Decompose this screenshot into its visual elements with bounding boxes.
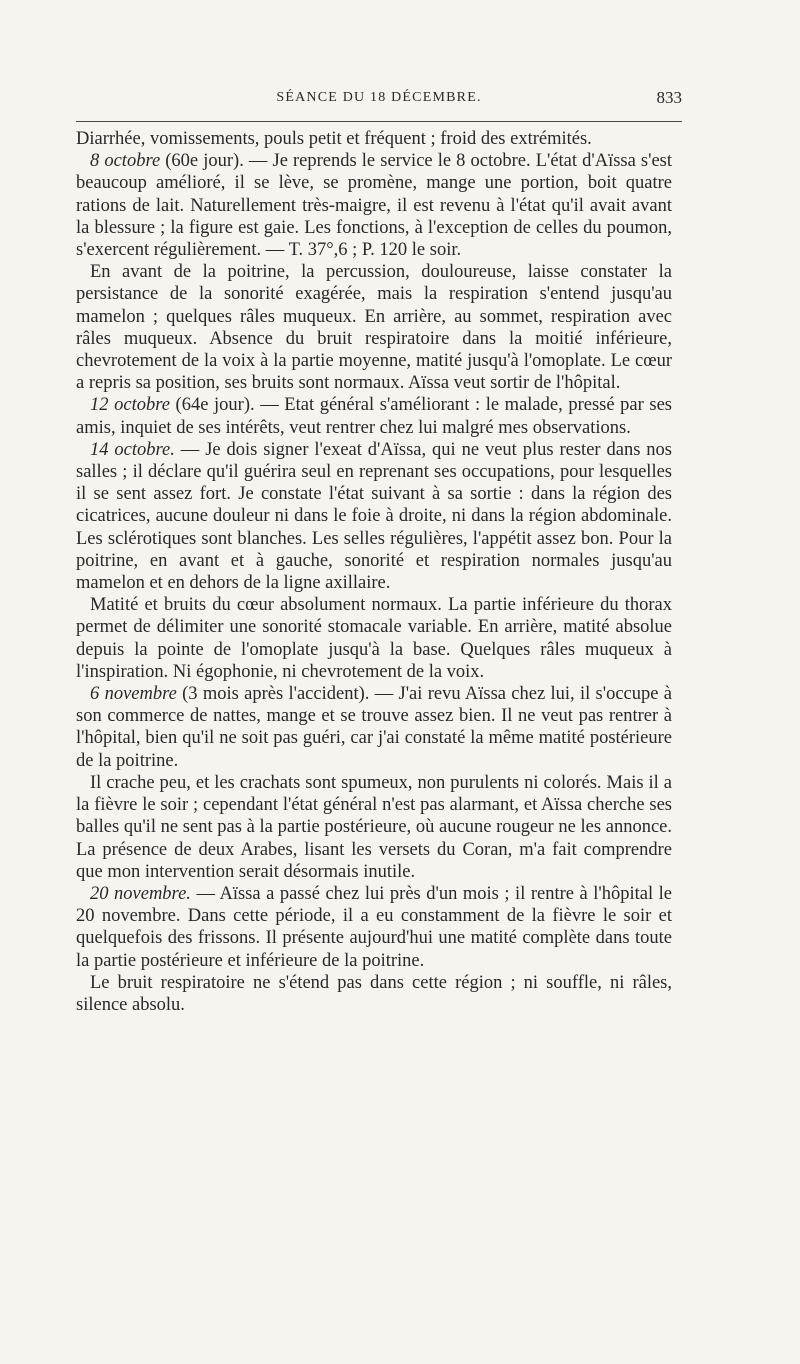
- paragraph-3: [76, 261, 672, 394]
- paragraph-1: [76, 128, 672, 150]
- paragraph-2: [76, 150, 672, 261]
- paragraph-text: Diarrhée, vomissements, pouls petit et fréquent ; froid des extrémités.: [76, 129, 592, 149]
- page-number: 833: [656, 88, 682, 107]
- paragraph-text: (3 mois après l'accident). — J'ai revu Aïssa chez lui, il s'occupe à son commerce de nattes, mange et se trouve assez bien. Il ne veut pas rentrer à l'hôpital, bien qu'il ne soit pas guéri, car j'ai constaté la même matité postérieure de la poitrine.: [76, 684, 672, 771]
- paragraph-text: Il crache peu, et les crachats sont spumeux, non purulents ni colorés. Mais il a la fièvre le soir ; cependant l'état général n'est pas alarmant, et Aïssa cherche ses balles qu'il ne sent pas à la partie postérieure, où aucune rougeur ne les annonce. La présence de deux Arabes, lisant les versets du Coran, m'a fait comprendre que mon intervention serait désormais inutile.: [76, 772, 672, 882]
- paragraph-date: 8 octobre: [90, 151, 161, 172]
- paragraph-date: 20 novembre.: [90, 883, 191, 904]
- paragraph-text: — Aïssa a passé chez lui près d'un mois ; il rentre à l'hôpital le 20 novembre. Dans cette période, il a eu constamment de la fièvre le soir et quelquefois des frissons. Il présente aujourd'hui une matité complète dans toute la partie postérieure et inférieure de la poitrine.: [76, 883, 672, 971]
- paragraph-date: 12 octobre: [90, 395, 170, 416]
- paragraph-7: [76, 683, 672, 772]
- paragraph-text: (64e jour). — Etat général s'améliorant : le malade, pressé par ses amis, inquiet de ses intérêts, veut rentrer chez lui malgré mes observations.: [76, 395, 672, 438]
- paragraph-text: — Je dois signer l'exeat d'Aïssa, qui ne veut plus rester dans nos salles ; il déclare qu'il guérira seul en reprenant ses occupations, pour lesquelles il se sent assez fort. Je constate l'état suivant à sa sortie : dans la région des cicatrices, aucune douleur ni dans le foie à droite, ni dans la région abdominale. Les sclérotiques sont blanches. Les selles régulières, l'appétit assez bon. Pour la poitrine, en avant et à gauche, sonorité et respiration normales jusqu'au mamelon et en dehors de la ligne axillaire.: [76, 439, 673, 594]
- paragraph-text: En avant de la poitrine, la percussion, douloureuse, laisse constater la persistance de la sonorité exagérée, mais la respiration s'entend jusqu'au mamelon ; quelques râles muqueux. En arrière, au sommet, respiration avec râles muqueux. Absence du bruit respiratoire dans la moitié inférieure, chevrotement de la voix à la partie moyenne, matité jusqu'à l'omoplate. Le cœur a repris sa position, ses bruits sont normaux. Aïssa veut sortir de l'hôpital.: [76, 262, 672, 394]
- paragraph-9: [76, 883, 672, 972]
- paragraph-date: 14 octobre.: [90, 439, 175, 460]
- paragraph-5: [76, 439, 672, 594]
- header-rule: [76, 121, 682, 122]
- paragraph-text: Le bruit respiratoire ne s'étend pas dans cette région ; ni souffle, ni râles, silence absolu.: [76, 972, 672, 1015]
- paragraph-text: (60e jour). — Je reprends le service le 8 octobre. L'état d'Aïssa s'est beaucoup amélioré, il se lève, se promène, mange une portion, boit quatre rations de lait. Naturellement très-maigre, il est revenu à l'état qu'il avait avant la blessure ; la figure est gaie. Les fonctions, à l'exception de celles du poumon, s'exercent régulièrement. — T. 37°,6 ; P. 120 le soir.: [76, 151, 672, 261]
- paragraph-10: [76, 972, 672, 1016]
- paragraph-6: [76, 594, 672, 683]
- body-text: [76, 128, 672, 1016]
- running-head: [76, 90, 682, 114]
- paragraph-8: [76, 772, 672, 883]
- paragraph-4: [76, 394, 672, 438]
- running-title: SÉANCE DU 18 DÉCEMBRE.: [276, 90, 482, 105]
- paragraph-text: Matité et bruits du cœur absolument normaux. La partie inférieure du thorax permet de délimiter une sonorité stomacale variable. En arrière, matité absolue depuis la pointe de l'omoplate jusqu'à la base. Quelques râles muqueux à l'inspiration. Ni égophonie, ni chevrotement de la voix.: [76, 595, 672, 682]
- paragraph-date: 6 novembre: [90, 684, 177, 705]
